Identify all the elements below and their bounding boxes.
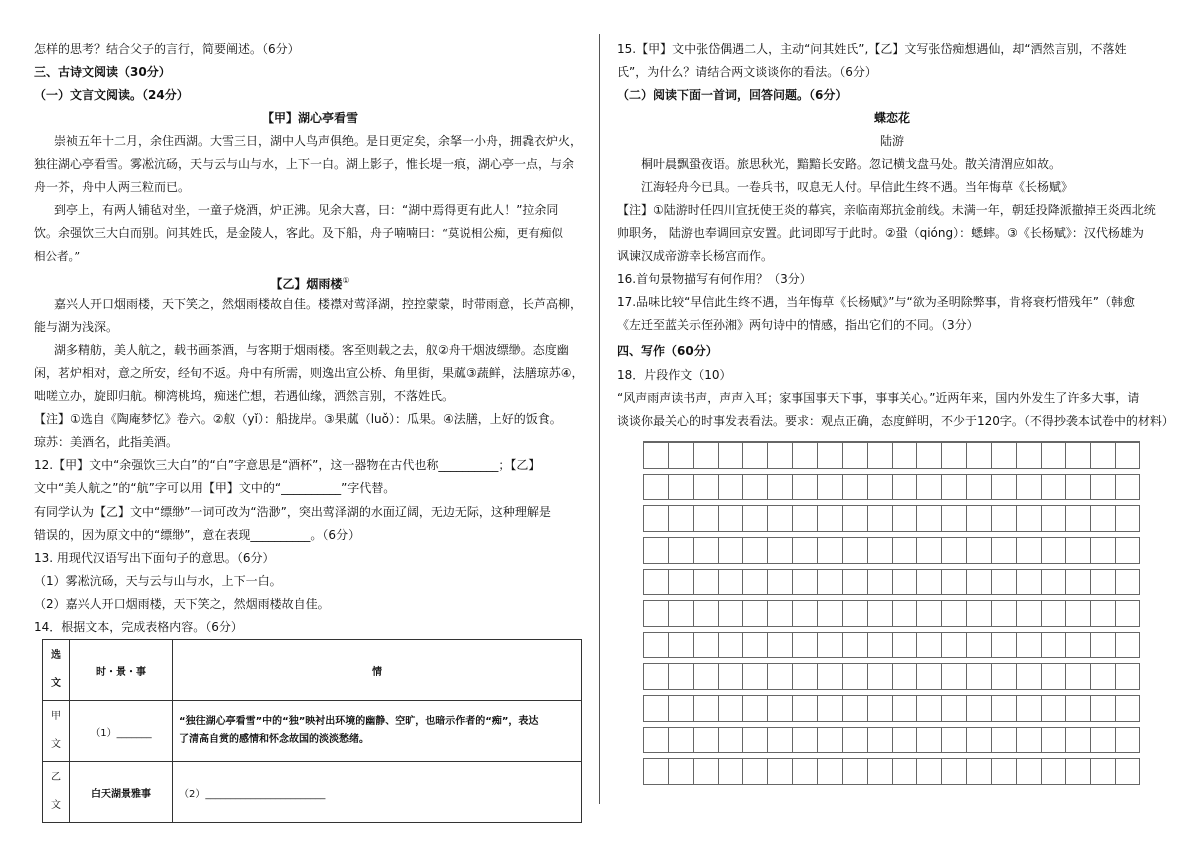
grid-cell[interactable] <box>792 663 817 690</box>
grid-cell[interactable] <box>1016 505 1041 532</box>
grid-cell[interactable] <box>792 727 817 754</box>
q11-tail: 怎样的思考？结合父子的言行，简要阐述。（6分） <box>34 42 300 56</box>
grid-cell[interactable] <box>842 758 867 785</box>
passage-yi-line: 嘉兴人开口烟雨楼，天下笑之，然烟雨楼故自佳。楼襟对莺泽湖，控控蒙蒙，时带雨意，长芦高柳， <box>54 297 583 311</box>
grid-cell[interactable] <box>1065 442 1090 469</box>
grid-cell[interactable] <box>966 569 991 596</box>
poem-note-line: 帅职务， 陆游也奉调回京安置。此词即写于此时。②蛩（qióng）：蟋蟀。③《长杨赋》：汉代杨雄为 <box>617 226 1144 240</box>
grid-cell[interactable] <box>892 663 917 690</box>
grid-cell[interactable] <box>1016 663 1041 690</box>
grid-cell[interactable] <box>892 632 917 659</box>
grid-cell[interactable] <box>1090 695 1115 722</box>
column-divider <box>599 34 600 804</box>
grid-cell[interactable] <box>792 474 817 501</box>
grid-cell[interactable] <box>966 442 991 469</box>
grid-cell[interactable] <box>916 758 941 785</box>
title-yi-note-mark: ① <box>342 276 350 285</box>
grid-cell[interactable] <box>1016 758 1041 785</box>
q12-line: 12.【甲】文中“余强饮三大白”的“白”字意思是“酒杯”，这一器物在古代也称__________；【乙】 <box>34 458 541 472</box>
grid-cell[interactable] <box>718 474 743 501</box>
grid-cell[interactable] <box>867 663 892 690</box>
grid-cell[interactable] <box>693 474 718 501</box>
grid-cell[interactable] <box>718 537 743 564</box>
grid-cell[interactable] <box>742 695 767 722</box>
grid-cell[interactable] <box>916 505 941 532</box>
grid-cell[interactable] <box>991 569 1016 596</box>
grid-cell[interactable] <box>867 505 892 532</box>
passage-jia-line <box>34 224 563 242</box>
grid-cell[interactable] <box>1016 474 1041 501</box>
grid-cell[interactable] <box>1115 569 1140 596</box>
grid-cell[interactable] <box>867 569 892 596</box>
table-header-cell: 情 <box>173 640 582 701</box>
grid-cell[interactable] <box>693 537 718 564</box>
grid-cell[interactable] <box>792 442 817 469</box>
grid-cell[interactable] <box>1115 695 1140 722</box>
poem-title: 蝶恋花 <box>873 111 910 125</box>
grid-cell[interactable] <box>1090 632 1115 659</box>
grid-cell[interactable] <box>867 442 892 469</box>
grid-cell[interactable] <box>991 663 1016 690</box>
poem-author: 陆游 <box>879 134 904 148</box>
grid-cell[interactable] <box>643 727 668 754</box>
grid-cell[interactable] <box>817 442 842 469</box>
grid-cell[interactable] <box>1090 727 1115 754</box>
passage-jia-text: 饮。余强饮三大白而别。问其姓氏，是金陵人，客此。及下船，舟子喃喃曰： <box>34 226 443 240</box>
grid-cell[interactable] <box>643 442 668 469</box>
grid-cell[interactable] <box>693 600 718 627</box>
grid-cell[interactable] <box>1065 695 1090 722</box>
grid-cell[interactable] <box>842 695 867 722</box>
grid-cell[interactable] <box>842 727 867 754</box>
grid-cell[interactable] <box>842 474 867 501</box>
grid-cell[interactable] <box>941 758 966 785</box>
q12-line: 错误的，因为原文中的“缥缈”，意在表现__________。（6分） <box>34 528 361 542</box>
grid-cell[interactable] <box>842 569 867 596</box>
q17-line: 17.品味比较“早信此生终不遇，当年悔草《长杨赋》”与“欲为圣明除弊事，肯将衰朽惜残年”（韩愈 <box>617 295 1135 309</box>
table-cell-line: “独往湖心亭看雪”中的“独”映衬出环境的幽静、空旷，也暗示作者的“痴”，表达 <box>179 716 539 727</box>
table-cell: （2）________________________ <box>173 762 582 823</box>
grid-cell[interactable] <box>892 442 917 469</box>
grid-cell[interactable] <box>1115 505 1140 532</box>
grid-cell[interactable] <box>817 474 842 501</box>
grid-cell[interactable] <box>1041 474 1066 501</box>
section-3-heading: 三、古诗文阅读（30分） <box>34 65 171 79</box>
grid-cell[interactable] <box>867 600 892 627</box>
grid-cell[interactable] <box>842 600 867 627</box>
grid-cell[interactable] <box>842 442 867 469</box>
grid-cell[interactable] <box>1065 758 1090 785</box>
passage-yi-line: 能与湖为浅深。 <box>34 320 119 334</box>
grid-cell[interactable] <box>767 569 792 596</box>
grid-cell[interactable] <box>1090 474 1115 501</box>
grid-cell[interactable] <box>1041 537 1066 564</box>
grid-cell[interactable] <box>842 505 867 532</box>
grid-cell[interactable] <box>643 537 668 564</box>
grid-cell[interactable] <box>867 632 892 659</box>
grid-cell[interactable] <box>1115 758 1140 785</box>
grid-cell[interactable] <box>742 505 767 532</box>
grid-cell[interactable] <box>941 569 966 596</box>
grid-cell[interactable] <box>817 537 842 564</box>
table-row <box>43 701 582 762</box>
grid-cell[interactable] <box>742 663 767 690</box>
grid-cell[interactable] <box>767 758 792 785</box>
poem-note-line: 【注】①陆游时任四川宣抚使王炎的幕宾，亲临南郑抗金前线。未满一年，朝廷投降派撤掉王炎西北统 <box>617 203 1156 217</box>
grid-cell[interactable] <box>1016 600 1041 627</box>
grid-cell[interactable] <box>1090 663 1115 690</box>
passage-jia-line: 舟一芥，舟中人两三粒而已。 <box>34 180 191 194</box>
grid-cell[interactable] <box>1115 442 1140 469</box>
grid-cell[interactable] <box>867 758 892 785</box>
grid-cell[interactable] <box>792 569 817 596</box>
q17-line: 《左迁至蓝关示侄孙湘》两句诗中的情感，指出它们的不同。（3分） <box>617 318 979 332</box>
grid-cell[interactable] <box>742 537 767 564</box>
grid-cell[interactable] <box>1016 632 1041 659</box>
grid-cell[interactable] <box>941 632 966 659</box>
grid-cell[interactable] <box>991 727 1016 754</box>
grid-cell[interactable] <box>1041 600 1066 627</box>
grid-cell[interactable] <box>1115 727 1140 754</box>
grid-cell[interactable] <box>668 537 693 564</box>
table-cell-line: 了清高自赏的感情和怀念故国的淡淡愁绪。 <box>179 734 369 745</box>
grid-cell[interactable] <box>1115 663 1140 690</box>
grid-cell[interactable] <box>668 474 693 501</box>
grid-cell[interactable] <box>966 758 991 785</box>
grid-cell[interactable] <box>643 695 668 722</box>
grid-cell[interactable] <box>767 600 792 627</box>
grid-cell[interactable] <box>1115 474 1140 501</box>
grid-cell[interactable] <box>792 758 817 785</box>
grid-cell[interactable] <box>718 695 743 722</box>
grid-cell[interactable] <box>693 727 718 754</box>
grid-cell[interactable] <box>941 663 966 690</box>
grid-cell[interactable] <box>718 663 743 690</box>
grid-cell[interactable] <box>718 600 743 627</box>
grid-cell[interactable] <box>916 663 941 690</box>
grid-cell[interactable] <box>916 727 941 754</box>
grid-cell[interactable] <box>991 505 1016 532</box>
grid-cell[interactable] <box>718 569 743 596</box>
grid-cell[interactable] <box>1065 569 1090 596</box>
table-cell: 白天湖景雅事 <box>70 762 173 823</box>
grid-cell[interactable] <box>941 442 966 469</box>
grid-cell[interactable] <box>643 474 668 501</box>
grid-cell[interactable] <box>867 537 892 564</box>
grid-cell[interactable] <box>991 695 1016 722</box>
grid-cell[interactable] <box>1065 663 1090 690</box>
grid-cell[interactable] <box>817 600 842 627</box>
grid-cell[interactable] <box>991 758 1016 785</box>
table-row <box>43 762 582 823</box>
grid-cell[interactable] <box>1016 442 1041 469</box>
title-jia: 【甲】湖心亭看雪 <box>261 111 358 125</box>
grid-cell[interactable] <box>1090 600 1115 627</box>
grid-cell[interactable] <box>1090 442 1115 469</box>
grid-cell[interactable] <box>966 474 991 501</box>
q15-line: 氏”，为什么？请结合两文谈谈你的看法。（6分） <box>617 65 877 79</box>
table-cell: 乙文 <box>43 762 70 823</box>
grid-cell[interactable] <box>792 632 817 659</box>
grid-cell[interactable] <box>718 632 743 659</box>
poem-line: 桐叶晨飘蛩夜语。旅思秋光，黯黯长安路。忽记横戈盘马处。散关清渭应如故。 <box>641 157 1062 171</box>
grid-cell[interactable] <box>742 727 767 754</box>
grid-cell[interactable] <box>991 442 1016 469</box>
grid-cell[interactable] <box>742 569 767 596</box>
grid-cell[interactable] <box>792 537 817 564</box>
grid-cell[interactable] <box>1041 758 1066 785</box>
section-4-heading: 四、写作（60分） <box>617 344 718 358</box>
grid-cell[interactable] <box>966 727 991 754</box>
grid-cell[interactable] <box>742 632 767 659</box>
grid-cell[interactable] <box>668 758 693 785</box>
grid-cell[interactable] <box>767 663 792 690</box>
grid-cell[interactable] <box>742 442 767 469</box>
grid-cell[interactable] <box>1090 505 1115 532</box>
grid-cell[interactable] <box>792 695 817 722</box>
grid-cell[interactable] <box>892 727 917 754</box>
title-yi-text: 【乙】烟雨楼 <box>270 277 343 291</box>
grid-cell[interactable] <box>941 474 966 501</box>
passage-yi-line: 咄嗟立办，旋即归航。柳湾桃坞，痴迷伫想，若遇仙缘，洒然言别，不落姓氏。 <box>34 389 455 403</box>
grid-cell[interactable] <box>668 442 693 469</box>
grid-cell[interactable] <box>892 505 917 532</box>
grid-cell[interactable] <box>817 505 842 532</box>
grid-cell[interactable] <box>991 537 1016 564</box>
q18-line: “风声雨声读书声，声声入耳；家事国事天下事，事事关心。”近两年来，国内外发生了许多大事，请 <box>617 391 1140 405</box>
grid-cell[interactable] <box>991 632 1016 659</box>
grid-cell[interactable] <box>1065 600 1090 627</box>
q14-table <box>42 639 582 823</box>
grid-cell[interactable] <box>1065 505 1090 532</box>
grid-cell[interactable] <box>668 632 693 659</box>
grid-cell[interactable] <box>817 758 842 785</box>
grid-cell[interactable] <box>1016 695 1041 722</box>
grid-cell[interactable] <box>941 505 966 532</box>
grid-cell[interactable] <box>817 632 842 659</box>
grid-cell[interactable] <box>643 600 668 627</box>
passage-jia-line: 到亭上，有两人铺毡对坐，一童子烧酒，炉正沸。见余大喜，曰：“湖中焉得更有此人！”拉余同 <box>54 203 559 217</box>
grid-cell[interactable] <box>767 474 792 501</box>
grid-cell[interactable] <box>742 474 767 501</box>
grid-cell[interactable] <box>817 695 842 722</box>
grid-cell[interactable] <box>718 758 743 785</box>
q13-item: （2）嘉兴人开口烟雨楼，天下笑之，然烟雨楼故自佳。 <box>34 597 330 611</box>
grid-cell[interactable] <box>693 569 718 596</box>
grid-cell[interactable] <box>941 600 966 627</box>
grid-cell[interactable] <box>966 632 991 659</box>
grid-cell[interactable] <box>867 695 892 722</box>
writing-grid[interactable] <box>643 441 1140 785</box>
grid-cell[interactable] <box>1065 474 1090 501</box>
grid-cell[interactable] <box>767 537 792 564</box>
passage-yi-line: 闲，茗炉相对，意之所安，经旬不返。舟中有所需，则逸出宣公桥、角里街，果蓏③蔬鲜，法膳琼苏④， <box>34 366 584 380</box>
grid-cell[interactable] <box>966 537 991 564</box>
grid-cell[interactable] <box>668 663 693 690</box>
passage-jia-line: 独往湖心亭看雪。雾凇沆砀，天与云与山与水，上下一白。湖上影子，惟长堤一痕，湖心亭一点，与余 <box>34 157 575 171</box>
grid-cell[interactable] <box>693 758 718 785</box>
table-cell <box>173 701 582 762</box>
grid-cell[interactable] <box>892 569 917 596</box>
grid-cell[interactable] <box>643 632 668 659</box>
q16: 16.首句景物描写有何作用？（3分） <box>617 272 812 286</box>
grid-cell[interactable] <box>668 695 693 722</box>
grid-cell[interactable] <box>941 727 966 754</box>
grid-cell[interactable] <box>991 474 1016 501</box>
title-yi <box>34 272 586 293</box>
grid-cell[interactable] <box>767 695 792 722</box>
grid-cell[interactable] <box>916 537 941 564</box>
grid-cell[interactable] <box>718 505 743 532</box>
grid-cell[interactable] <box>1065 727 1090 754</box>
q12-line: 文中“美人航之”的“航”字可以用【甲】文中的“__________”字代替。 <box>34 481 396 495</box>
q13-heading: 13. 用现代汉语写出下面句子的意思。（6分） <box>34 551 275 565</box>
grid-cell[interactable] <box>1041 505 1066 532</box>
poem-note-line: 讽谏汉成帝游幸长杨宫而作。 <box>617 249 774 263</box>
grid-cell[interactable] <box>767 442 792 469</box>
grid-cell[interactable] <box>643 505 668 532</box>
section-3-1-heading: （一）文言文阅读。（24分） <box>34 88 189 102</box>
grid-cell[interactable] <box>966 695 991 722</box>
grid-cell[interactable] <box>1065 632 1090 659</box>
grid-cell[interactable] <box>916 474 941 501</box>
grid-cell[interactable] <box>1115 600 1140 627</box>
grid-cell[interactable] <box>742 600 767 627</box>
grid-cell[interactable] <box>892 758 917 785</box>
grid-cell[interactable] <box>1090 569 1115 596</box>
grid-cell[interactable] <box>1016 569 1041 596</box>
table-row <box>43 640 582 701</box>
grid-cell[interactable] <box>693 442 718 469</box>
grid-cell[interactable] <box>1115 632 1140 659</box>
grid-cell[interactable] <box>767 727 792 754</box>
note-line: 【注】①选自《陶庵梦忆》卷六。②舣（yǐ）：船拢岸。③果蓏（luǒ）：瓜果。④法膳，上好的饭食。 <box>34 412 562 426</box>
grid-cell[interactable] <box>966 600 991 627</box>
grid-cell[interactable] <box>1041 569 1066 596</box>
table-header-cell: 时・景・事 <box>70 640 173 701</box>
note-line: 琼苏：美酒名，此指美酒。 <box>34 435 179 449</box>
passage-jia-line: 相公者。” <box>34 249 81 263</box>
grid-cell[interactable] <box>916 632 941 659</box>
grid-cell[interactable] <box>966 505 991 532</box>
grid-cell[interactable] <box>966 663 991 690</box>
grid-cell[interactable] <box>892 600 917 627</box>
grid-cell[interactable] <box>1065 537 1090 564</box>
q13-item: （1）雾凇沆砀，天与云与山与水，上下一白。 <box>34 574 282 588</box>
grid-cell[interactable] <box>718 442 743 469</box>
table-cell: （1）_______ <box>70 701 173 762</box>
grid-cell[interactable] <box>668 505 693 532</box>
grid-cell[interactable] <box>817 569 842 596</box>
grid-cell[interactable] <box>767 505 792 532</box>
grid-cell[interactable] <box>916 569 941 596</box>
grid-cell[interactable] <box>1041 695 1066 722</box>
grid-cell[interactable] <box>767 632 792 659</box>
grid-cell[interactable] <box>1090 537 1115 564</box>
grid-cell[interactable] <box>892 695 917 722</box>
grid-cell[interactable] <box>842 537 867 564</box>
grid-cell[interactable] <box>643 758 668 785</box>
grid-cell[interactable] <box>892 537 917 564</box>
grid-cell[interactable] <box>842 632 867 659</box>
grid-cell[interactable] <box>792 600 817 627</box>
grid-cell[interactable] <box>916 600 941 627</box>
grid-cell[interactable] <box>817 663 842 690</box>
grid-cell[interactable] <box>643 569 668 596</box>
grid-cell[interactable] <box>991 600 1016 627</box>
grid-cell[interactable] <box>817 727 842 754</box>
grid-cell[interactable] <box>867 727 892 754</box>
grid-cell[interactable] <box>1016 537 1041 564</box>
grid-cell[interactable] <box>842 663 867 690</box>
grid-cell[interactable] <box>693 695 718 722</box>
q15-line: 15.【甲】文中张岱偶遇二人，主动“问其姓氏”,【乙】文写张岱痴想遇仙，却“洒然言别，不落姓 <box>617 42 1127 56</box>
grid-cell[interactable] <box>867 474 892 501</box>
poem-line: 江海轻舟今已具。一卷兵书，叹息无人付。早信此生终不遇。当年悔草《长杨赋》 <box>641 180 1074 194</box>
grid-cell[interactable] <box>1090 758 1115 785</box>
grid-cell[interactable] <box>941 695 966 722</box>
passage-yi-line: 湖多精舫，美人航之，载书画茶酒，与客期于烟雨楼。客至则载之去，舣②舟干烟波缥缈。态度幽 <box>54 343 569 357</box>
grid-cell[interactable] <box>792 505 817 532</box>
table-header-cell: 选文 <box>43 640 70 701</box>
grid-cell[interactable] <box>643 663 668 690</box>
grid-cell[interactable] <box>718 727 743 754</box>
grid-cell[interactable] <box>1115 537 1140 564</box>
passage-jia-text: “莫说相公痴，更有痴似 <box>442 226 563 240</box>
section-3-2-heading: （二）阅读下面一首词，回答问题。（6分） <box>617 88 848 102</box>
grid-cell[interactable] <box>892 474 917 501</box>
grid-cell[interactable] <box>693 663 718 690</box>
q18-heading: 18．片段作文（10） <box>617 368 732 382</box>
q14-heading: 14．根据文本，完成表格内容。（6分） <box>34 620 243 634</box>
grid-cell[interactable] <box>668 600 693 627</box>
grid-cell[interactable] <box>941 537 966 564</box>
grid-cell[interactable] <box>1041 442 1066 469</box>
grid-cell[interactable] <box>1016 727 1041 754</box>
q12-line: 有同学认为【乙】文中“缥缈”一词可改为“浩渺”，突出莺泽湖的水面辽阔，无边无际，这种理解是 <box>34 505 551 519</box>
grid-cell[interactable] <box>742 758 767 785</box>
passage-jia-line: 崇祯五年十二月，余住西湖。大雪三日，湖中人鸟声俱绝。是日更定矣，余拏一小舟，拥毳衣炉火， <box>54 134 583 148</box>
grid-cell[interactable] <box>916 695 941 722</box>
grid-cell[interactable] <box>693 505 718 532</box>
grid-cell[interactable] <box>1041 663 1066 690</box>
grid-cell[interactable] <box>668 727 693 754</box>
grid-cell[interactable] <box>693 632 718 659</box>
grid-cell[interactable] <box>916 442 941 469</box>
grid-cell[interactable] <box>1041 727 1066 754</box>
grid-cell[interactable] <box>668 569 693 596</box>
grid-cell[interactable] <box>1041 632 1066 659</box>
q18-line: 谈谈你最关心的时事发表看法。要求：观点正确，态度鲜明，不少于120字。（不得抄袭本试卷中的材料） <box>617 414 1174 428</box>
table-cell: 甲文 <box>43 701 70 762</box>
